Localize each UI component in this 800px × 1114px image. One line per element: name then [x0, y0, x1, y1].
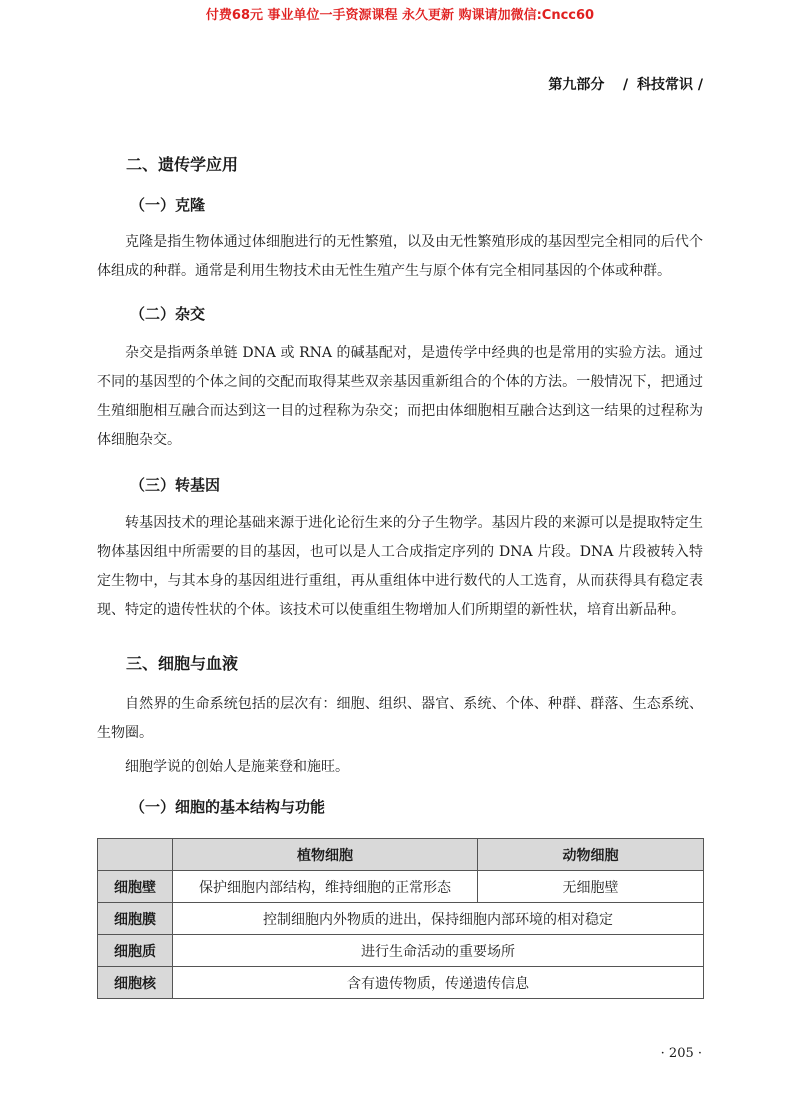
row-label: 细胞壁 [98, 871, 173, 903]
subsection-title-clone: （一）克隆 [130, 196, 206, 214]
table-row [98, 903, 704, 935]
table-row [98, 935, 704, 967]
table-header-blank [98, 839, 173, 871]
running-header [548, 74, 703, 94]
table-row [98, 871, 704, 903]
paragraph-transgene: 转基因技术的理论基础来源于进化论衍生来的分子生物学。基因片段的来源可以是提取特定生物体基因组中所需要的目的基因，也可以是人工合成指定序列的 DNA 片段。DNA 片段被转入特定生物中，与其本身的基因组进行重组，再从重组体中进行数代的人工选育，从而获得具有稳定表现、特定的遗传性状的个体。该技术可以使重组生物增加人们所期望的新性状，培育出新品种。 [97, 515, 703, 618]
paragraph-cell-theory: 细胞学说的创始人是施莱登和施旺。 [125, 759, 349, 775]
row-label: 细胞膜 [98, 903, 173, 935]
table-cell: 无细胞壁 [478, 871, 704, 903]
header-topic: 科技常识 [637, 77, 693, 93]
table-cell: 控制细胞内外物质的进出，保持细胞内部环境的相对稳定 [173, 903, 704, 935]
subsection-title-cell-structure: （一）细胞的基本结构与功能 [130, 798, 326, 816]
table-cell: 含有遗传物质，传递遗传信息 [173, 967, 704, 999]
table-row [98, 967, 704, 999]
promo-banner: 付费68元 事业单位一手资源课程 永久更新 购课请加微信:Cncc60 [205, 8, 595, 23]
table-cell: 进行生命活动的重要场所 [173, 935, 704, 967]
header-separator: / [613, 77, 629, 93]
row-label: 细胞质 [98, 935, 173, 967]
table-header-animal: 动物细胞 [478, 839, 704, 871]
header-separator-end: / [697, 77, 703, 93]
table-cell: 保护细胞内部结构，维持细胞的正常形态 [173, 871, 478, 903]
page-number: · 205 · [660, 1046, 702, 1061]
table-header-plant: 植物细胞 [173, 839, 478, 871]
section-title-cells-blood: 三、细胞与血液 [126, 654, 239, 673]
subsection-title-transgene: （三）转基因 [130, 476, 221, 494]
section-title-genetics: 二、遗传学应用 [126, 155, 239, 174]
header-part: 第九部分 [548, 77, 605, 93]
paragraph-clone: 克隆是指生物体通过体细胞进行的无性繁殖，以及由无性繁殖形成的基因型完全相同的后代个体组成的种群。通常是利用生物技术由无性生殖产生与原个体有完全相同基因的个体或种群。 [97, 234, 703, 279]
cell-structure-table [97, 838, 704, 999]
paragraph-hybrid: 杂交是指两条单链 DNA 或 RNA 的碱基配对，是遗传学中经典的也是常用的实验方法。通过不同的基因型的个体之间的交配而取得某些双亲基因重新组合的个体的方法。一般情况下，把通过生殖细胞相互融合而达到这一目的过程称为杂交；而把由体细胞相互融合达到这一结果的过程称为体细胞杂交。 [97, 345, 703, 448]
paragraph-life-system: 自然界的生命系统包括的层次有：细胞、组织、器官、系统、个体、种群、群落、生态系统、生物圈。 [97, 696, 703, 741]
subsection-title-hybrid: （二）杂交 [130, 305, 206, 323]
table-header-row [98, 839, 704, 871]
row-label: 细胞核 [98, 967, 173, 999]
